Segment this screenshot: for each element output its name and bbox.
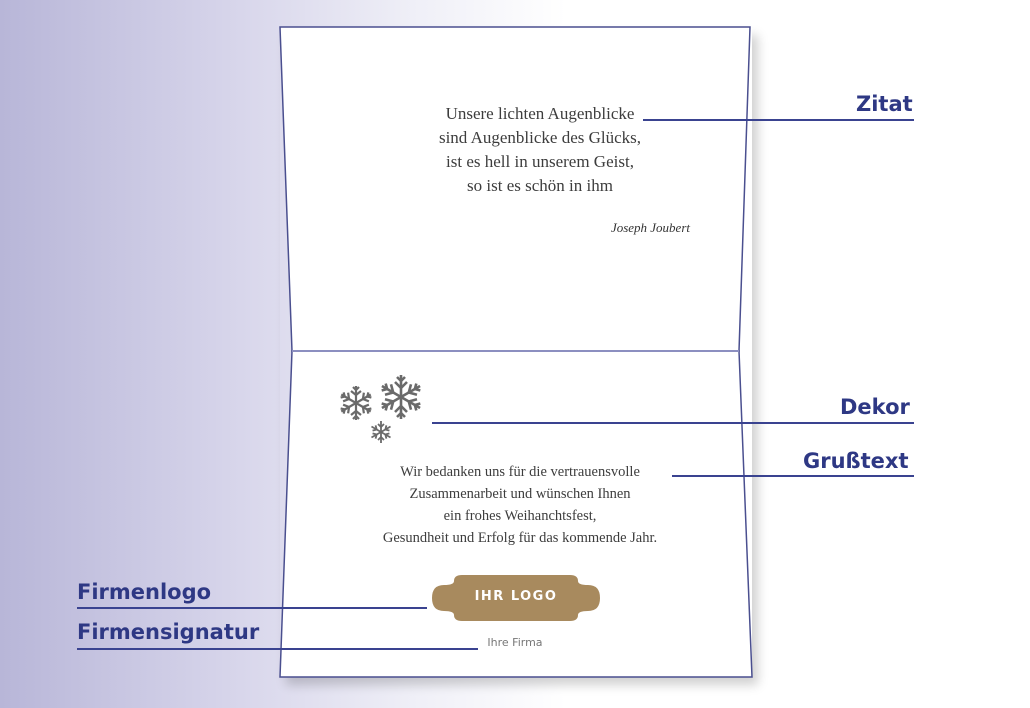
company-signature: Ihre Firma [487,636,543,649]
quote-line: Unsere lichten Augenblicke [445,104,635,123]
leader-line-zitat [643,119,914,121]
leader-line-firmenlogo [77,607,427,609]
snowflake-icon [368,419,394,445]
greeting-line: Wir bedanken uns für die vertrauensvolle [400,464,640,480]
greeting-card [280,27,752,677]
leader-line-grusstext [672,475,914,477]
label-grusstext: Grußtext [803,449,909,473]
label-firmenlogo: Firmenlogo [77,580,212,604]
quote-line: sind Augenblicke des Glücks, [438,128,642,147]
quote-author: Joseph Joubert [610,220,690,235]
snowflake-icon [336,383,376,423]
label-zitat: Zitat [856,92,913,116]
leader-line-dekor [432,422,914,424]
leader-line-firmensignatur [77,648,478,650]
company-logo [432,575,600,621]
greeting-line: Zusammenarbeit und wünschen Ihnen [409,486,631,502]
label-firmensignatur: Firmensignatur [77,620,260,644]
label-dekor: Dekor [840,395,910,419]
logo-text: IHR LOGO [474,589,558,604]
quote-text [340,102,740,198]
snowflake-icon [376,372,426,422]
greeting-line: Gesundheit und Erfolg für das kommende Jahr. [382,530,658,546]
greeting-line: ein frohes Weihanchtsfest, [443,508,597,524]
greeting-text [320,461,720,549]
quote-line: so ist es schön in ihm [467,176,613,195]
quote-line: ist es hell in unserem Geist, [446,152,634,171]
